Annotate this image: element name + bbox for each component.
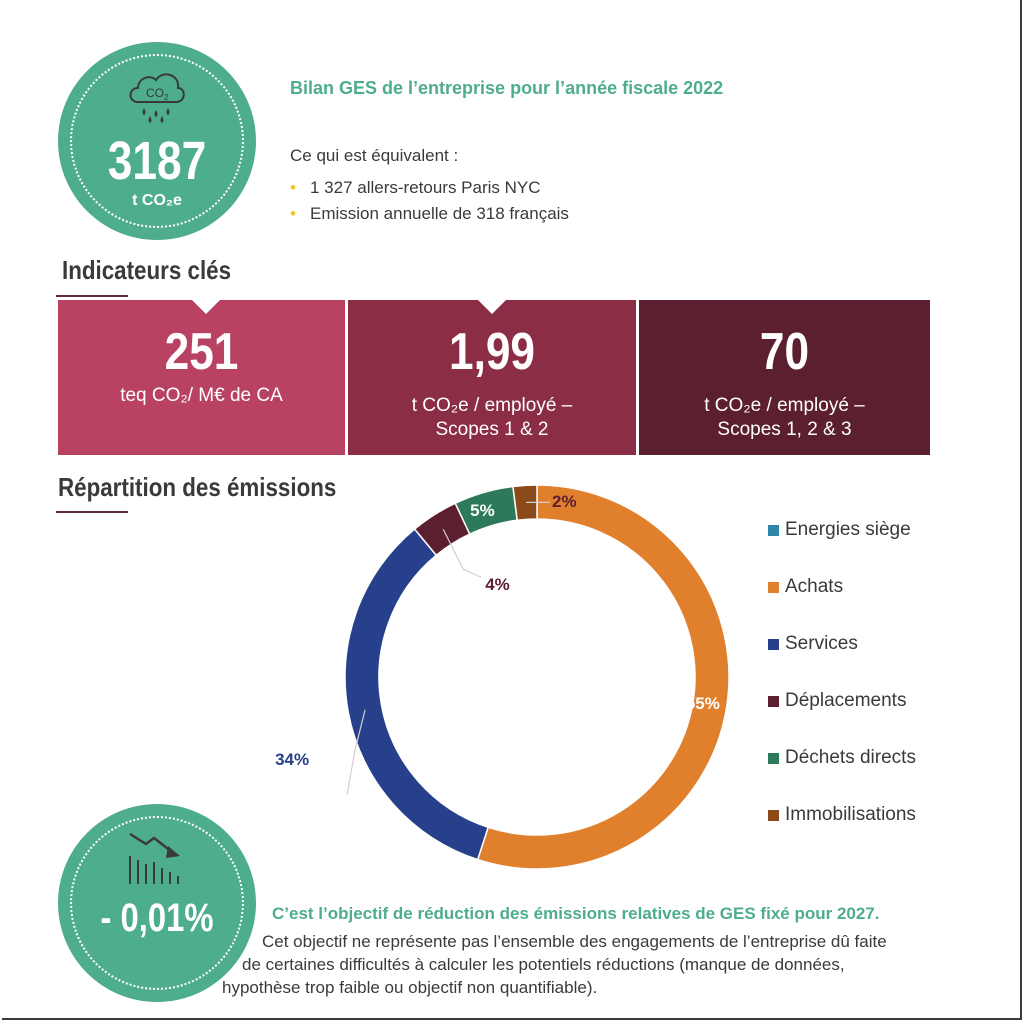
donut-slice-achats <box>478 485 729 869</box>
legend-item <box>768 800 916 830</box>
legend-label: Déchets directs <box>785 747 916 768</box>
kpi-label: teq CO₂/ M€ de CA <box>120 385 283 406</box>
goal-badge <box>58 804 256 1002</box>
legend-item <box>768 515 911 545</box>
legend-swatch <box>768 582 779 593</box>
total-emissions-value: 3187 <box>107 131 207 191</box>
kpi-label-2: Scopes 1 & 2 <box>435 419 549 440</box>
svg-text:2: 2 <box>164 93 169 102</box>
legend-label: Services <box>785 633 858 654</box>
kpi-card-ca <box>58 300 345 455</box>
goal-value: - 0,01% <box>100 896 214 940</box>
kpi-card-scope12 <box>348 300 636 455</box>
kpi-notch <box>190 298 222 314</box>
trend-down-chart-icon <box>124 826 194 888</box>
kpi-label: t CO₂e / employé – <box>704 395 865 416</box>
legend-swatch <box>768 810 779 821</box>
kpi-value: 251 <box>164 323 239 381</box>
kpi-value: 1,99 <box>448 323 536 381</box>
donut-slice-services <box>345 529 488 860</box>
co2-cloud-icon <box>124 68 190 124</box>
kpi-notch <box>476 298 508 314</box>
svg-text:CO: CO <box>146 86 164 100</box>
emissions-underline <box>56 511 128 513</box>
kpi-card-scope123 <box>639 300 930 455</box>
legend-item <box>768 629 858 659</box>
kpi-label: t CO₂e / employé – <box>411 395 573 416</box>
list-item: • Emission annuelle de 318 français <box>290 204 569 223</box>
goal-text-line1: Cet objectif ne représente pas l’ensemble des engagements de l’entreprise dû faite <box>262 932 887 951</box>
goal-text-line2: de certaines difficultés à calculer les potentiels réductions (manque de données, <box>242 955 845 974</box>
emissions-donut-chart <box>330 470 750 890</box>
goal-text-line3: hypothèse trop faible ou objectif non quantifiable). <box>222 978 598 997</box>
legend-item <box>768 572 843 602</box>
total-emissions-unit: t CO₂e <box>132 192 182 209</box>
legend-item <box>768 686 906 716</box>
legend-swatch <box>768 696 779 707</box>
page-title: Bilan GES de l’entreprise pour l’année fiscale 2022 <box>290 78 724 98</box>
data-label: 55% <box>685 694 720 714</box>
equivalent-intro: Ce qui est équivalent : <box>290 146 459 165</box>
legend-label: Achats <box>785 576 844 597</box>
data-label: 34% <box>275 749 310 769</box>
indicators-title: Indicateurs clés <box>62 255 232 285</box>
total-emissions-badge <box>58 42 256 240</box>
kpi-label-2: Scopes 1, 2 & 3 <box>717 419 852 440</box>
legend-label: Immobilisations <box>785 804 916 825</box>
legend-swatch <box>768 753 779 764</box>
goal-title: C’est l’objectif de réduction des émissions relatives de GES fixé pour 2027. <box>272 904 880 923</box>
legend-label: Déplacements <box>785 690 907 711</box>
indicators-underline <box>56 295 128 297</box>
emissions-title: Répartition des émissions <box>58 472 337 502</box>
legend-swatch <box>768 525 779 536</box>
legend-item <box>768 743 916 773</box>
equivalents-list <box>290 175 569 227</box>
data-label: 4% <box>485 575 510 595</box>
kpi-value: 70 <box>759 323 810 381</box>
list-item: • 1 327 allers-retours Paris NYC <box>290 178 541 197</box>
legend-label: Energies siège <box>785 519 911 540</box>
data-label: 2% <box>552 492 577 512</box>
data-label: 5% <box>470 500 495 520</box>
legend-swatch <box>768 639 779 650</box>
